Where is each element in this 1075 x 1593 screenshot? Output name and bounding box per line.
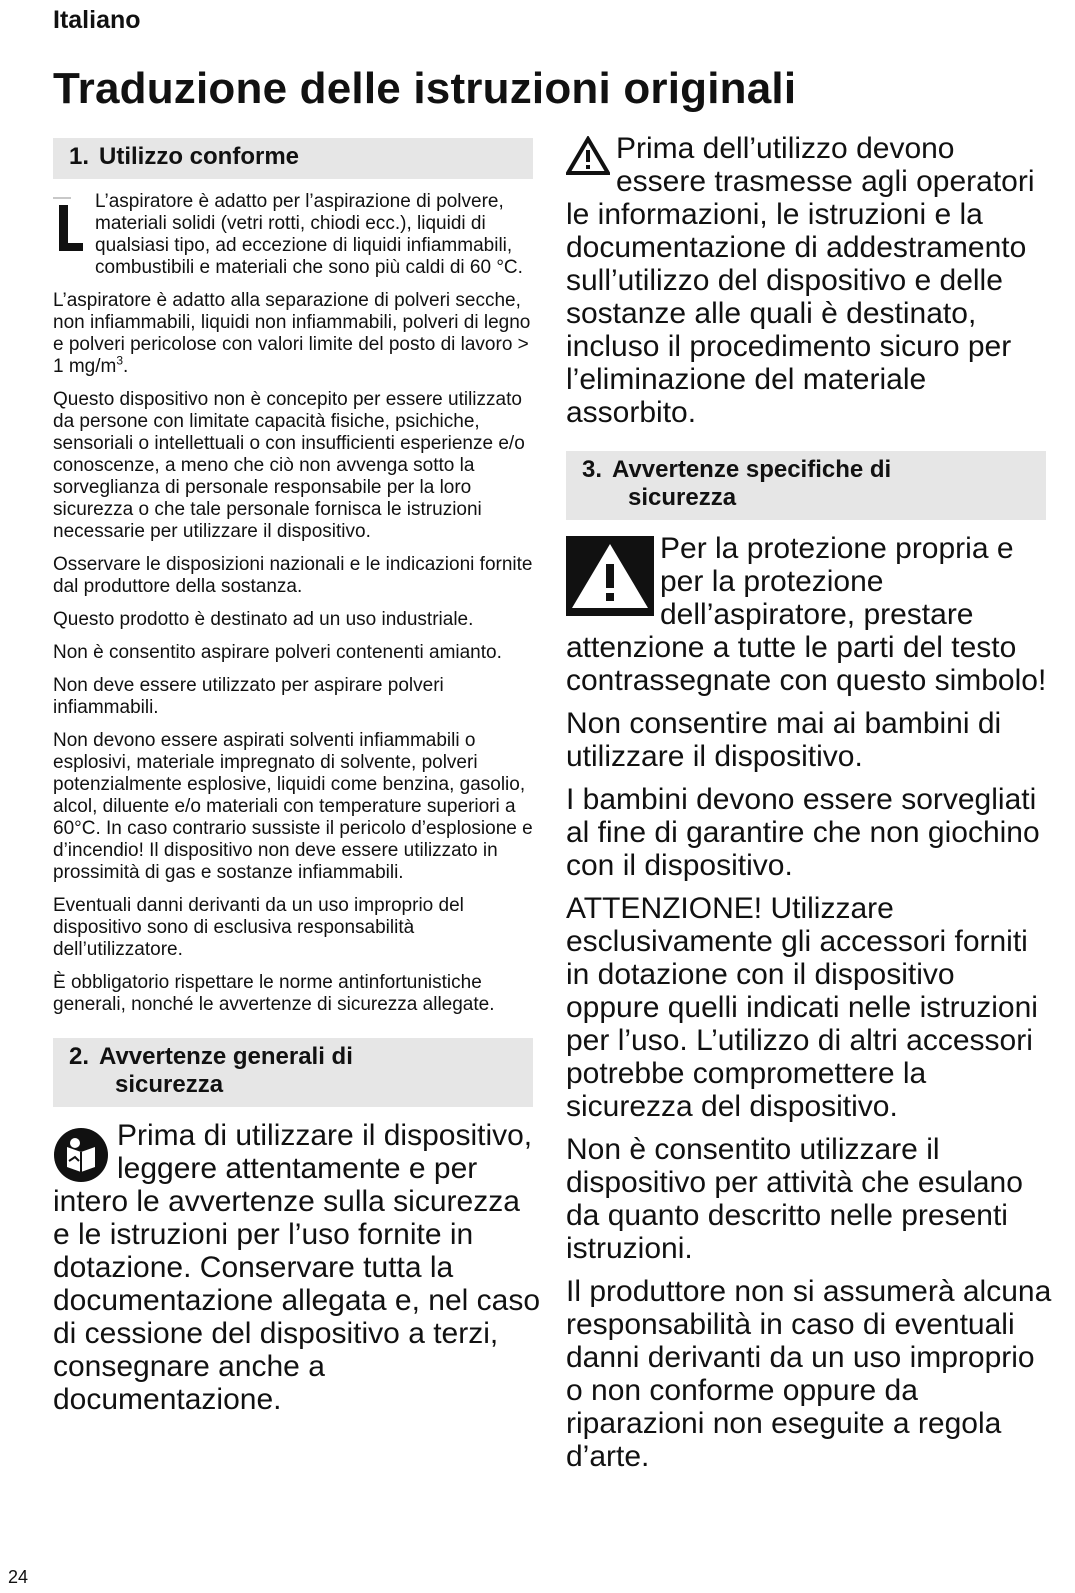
section-title-line1: Avvertenze generali di (99, 1043, 353, 1070)
section-title: Utilizzo conforme (99, 143, 300, 170)
paragraph: Non devono essere aspirati solventi infiammabili o esplosivi, materiale impregnato di solvente, polveri potenzialmente esplosive, liquidi come benzina, gasolio, alcol, diluente e/o materiali con temperature superiori a 60°C. In caso contrario sussiste il pericolo d’esplosione e d’incendio! Il dispositivo non deve essere utilizzato in prossimità di gas e sostanze infiammabili. (53, 730, 533, 883)
section-number: 1. (69, 143, 90, 170)
paragraph (53, 290, 541, 378)
section-heading-3 (566, 451, 1046, 520)
paragraph: Prima dell’utilizzo devono essere trasmesse agli operatori le informazioni, le istruzioni e la documentazione di addestramento sull’utilizzo del dispositivo e delle sostanze alle quali è destinato, incluso il procedimento sicuro per l’eliminazione del materiale assorbito. (566, 132, 1035, 429)
paragraph: Per la protezione propria e per la protezione dell’aspiratore, prestare attenzione a tutte le parti del testo contrassegnate con questo simbolo! (566, 532, 1047, 697)
paragraph-text: Utilizzare esclusivamente gli accessori forniti in dotazione con il dispositivo oppure quelli indicati nelle istruzioni per l’uso. L’utilizzo di altri accessori potrebbe compromettere la sicurezza del dispositivo. (566, 892, 1038, 1123)
language-label: Italiano (53, 6, 141, 34)
paragraph: Questo dispositivo non è concepito per essere utilizzato da persone con limitate capacità fisiche, psichiche, sensoriali o intellettuali o con insufficienti esperienze e/o conoscenze, a meno che ciò non avvenga sotto la sorveglianza di personale responsabile per la loro sicurezza o che tale personale fornisca le istruzioni necessarie per utilizzare il dispositivo. (53, 389, 525, 542)
section-number: 2. (69, 1043, 90, 1070)
paragraph: Non è consentito aspirare polveri contenenti amianto. (53, 642, 502, 663)
warning-triangle-icon (566, 536, 654, 616)
paragraph-end: . (123, 356, 129, 377)
paragraph: I bambini devono essere sorvegliati al fine di garantire che non giochino con il dispositivo. (566, 783, 1040, 882)
paragraph: Eventuali danni derivanti da un uso improprio del dispositivo sono di esclusiva responsabilità dell’utilizzatore. (53, 895, 464, 960)
left-column (53, 138, 541, 1426)
paragraph: Questo prodotto è destinato ad un uso industriale. (53, 609, 474, 630)
paragraph: È obbligatorio rispettare le norme antinfortunistiche generali, nonché le avvertenze di sicurezza allegate. (53, 972, 495, 1015)
section-heading-2 (53, 1038, 533, 1107)
superscript: 3 (116, 353, 124, 368)
paragraph: Non consentire mai ai bambini di utilizzare il dispositivo. (566, 707, 1002, 773)
paragraph: Non deve essere utilizzato per aspirare polveri infiammabili. (53, 675, 444, 718)
section-title-line2: sicurezza (628, 484, 737, 511)
section-title-line2: sicurezza (115, 1071, 224, 1098)
paragraph: Osservare le disposizioni nazionali e le indicazioni fornite dal produttore della sostanza. (53, 554, 533, 597)
read-manual-icon (53, 1127, 109, 1183)
section-heading-1 (53, 138, 533, 179)
drop-cap-l-icon (53, 197, 85, 259)
paragraph: Prima di utilizzare il dispositivo, leggere attentamente e per intero le avvertenze sulla sicurezza e le istruzioni per l’uso fornite in dotazione. Conservare tutta la documentazione allegata e, nel caso di cessione del dispositivo a terzi, consegnare anche a documentazione. (53, 1119, 541, 1416)
section-title-line1: Avvertenze specifiche di (612, 456, 892, 483)
right-column (566, 132, 1052, 1483)
page-number: 24 (8, 1567, 29, 1587)
paragraph (566, 892, 1052, 1123)
paragraph: Non è consentito utilizzare il dispositivo per attività che esulano da quanto descritto nelle presenti istruzioni. (566, 1133, 1023, 1265)
attention-label: ATTENZIONE! (566, 892, 763, 925)
section-number: 3. (582, 456, 603, 483)
page-title: Traduzione delle istruzioni originali (53, 64, 797, 113)
warning-triangle-icon (566, 136, 610, 176)
paragraph: L’aspiratore è adatto per l’aspirazione di polvere, materiali solidi (vetri rotti, chiodi ecc.), liquidi di qualsiasi tipo, ad eccezione di liquidi infiammabili, combustibili e materiali che sono più caldi di 60 °C. (95, 191, 523, 278)
paragraph-text: L’aspiratore è adatto alla separazione di polveri secche, non infiammabili, liquidi non infiammabili, polveri di legno e polveri pericolose con valori limite del posto di lavoro > 1 mg/m (53, 290, 531, 377)
paragraph: Il produttore non si assumerà alcuna responsabilità in caso di eventuali danni derivanti da un uso improprio o non conforme oppure da riparazioni non eseguite a regola d’arte. (566, 1275, 1052, 1473)
